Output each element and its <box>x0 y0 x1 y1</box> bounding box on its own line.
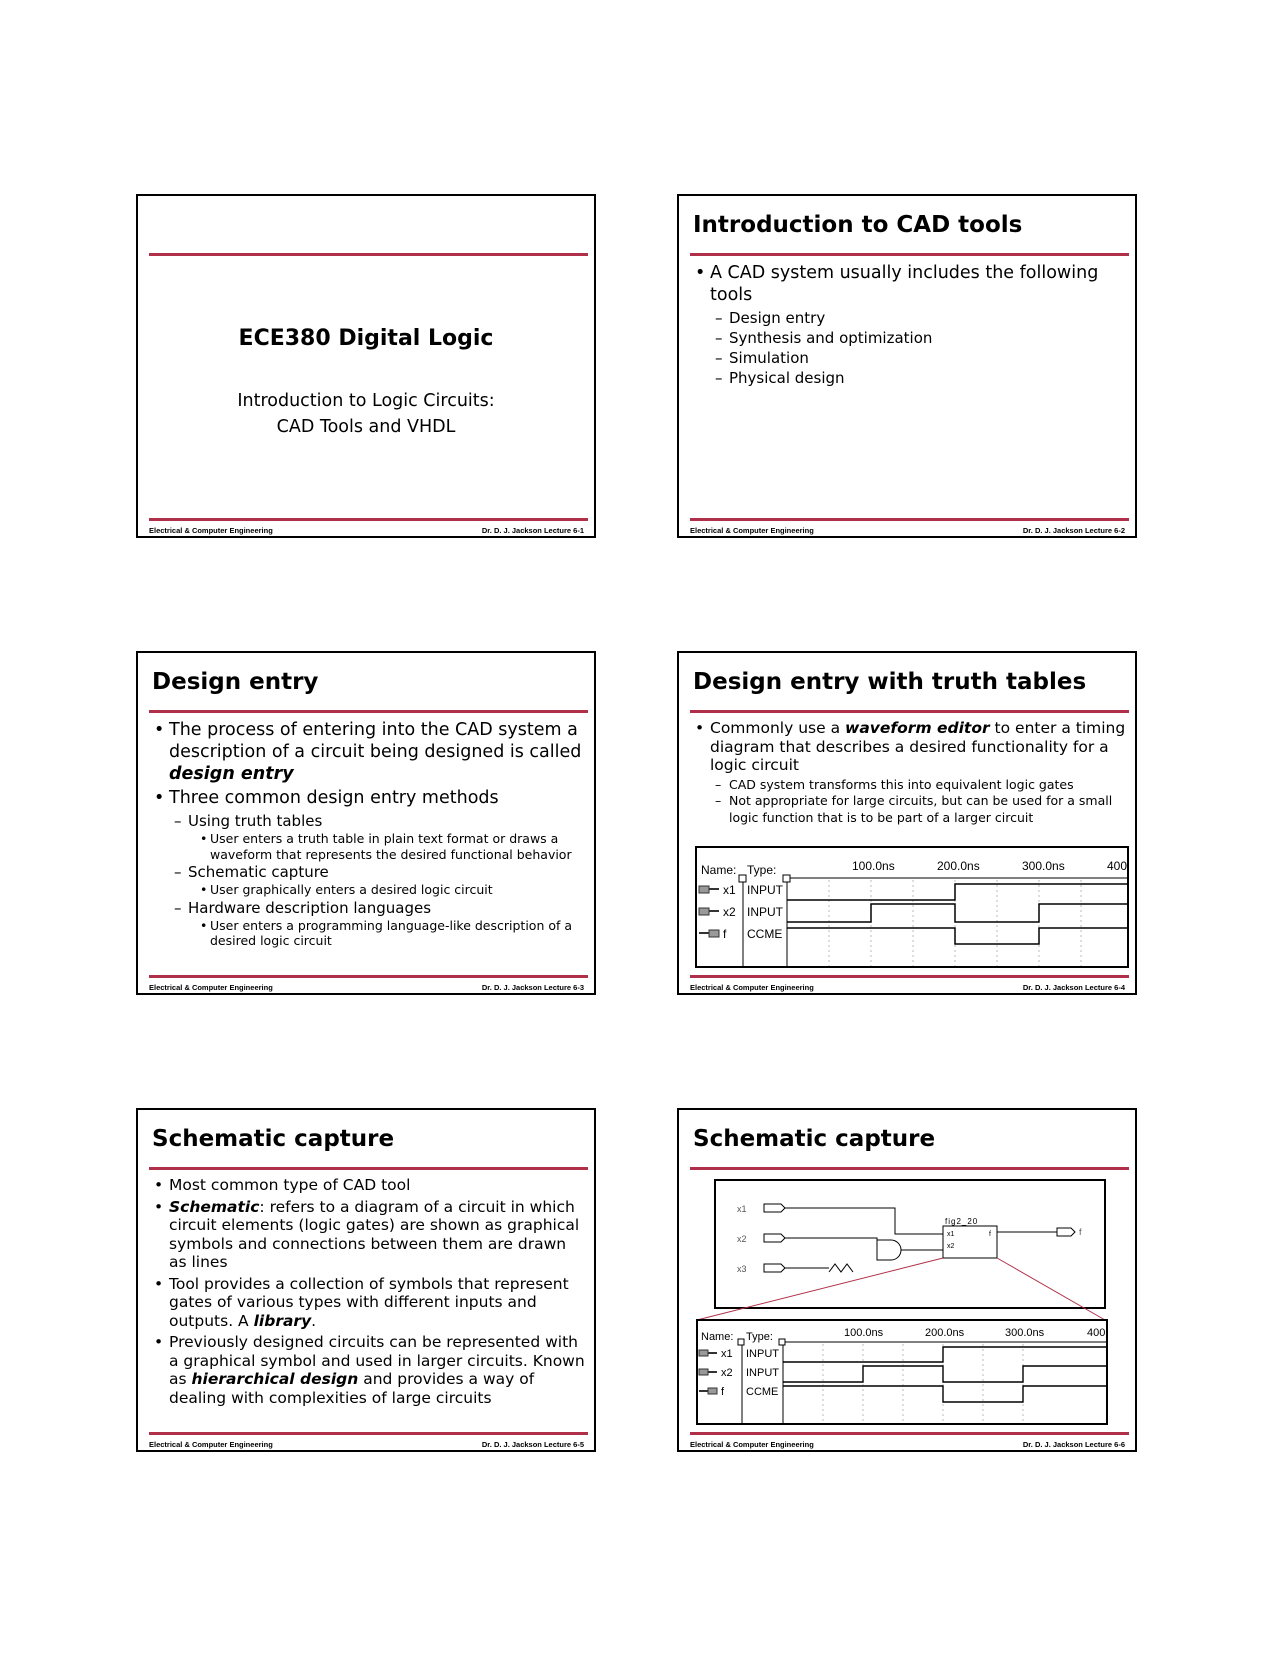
slide-1 <box>136 194 596 538</box>
method-hdl-desc: • User enters a programming language-like description of a desired logic circuit <box>152 918 586 949</box>
and-gate <box>877 1240 901 1260</box>
name-header: Name: <box>701 863 737 877</box>
signal-x2-name: x2 <box>721 1367 733 1379</box>
slide-title: Introduction to CAD tools <box>693 212 1023 238</box>
wave-x2 <box>787 904 1127 922</box>
bullet: • A CAD system usually includes the following tools <box>693 262 1127 306</box>
bullet-hierarchical: • Previously designed circuits can be represented with a graphical symbol and used in larger circuits. Known as hierarchical design and provides a way of dealing with complexities of large circuits <box>152 1333 586 1407</box>
sub-not-appropriate: – Not appropriate for large circuits, but can be used for a small logic function that is to be part of a larger circuit <box>693 793 1127 826</box>
splitter-handle <box>779 1339 785 1345</box>
waveform-editor <box>695 846 1129 968</box>
slide-title: Design entry with truth tables <box>693 669 1087 695</box>
footer-right: Dr. D. J. Jackson Lecture 6-5 <box>481 1440 584 1449</box>
pin-label-x3: x3 <box>737 1264 747 1274</box>
bullet-schematic-def: • Schematic: refers to a diagram of a circuit in which circuit elements (logic gates) are shown as graphical symbols and connections between them are drawn as lines <box>152 1198 586 1272</box>
footer-right: Dr. D. J. Jackson Lecture 6-4 <box>1022 983 1125 992</box>
subtitle-line2: CAD Tools and VHDL <box>276 417 456 437</box>
subtitle-line1: Introduction to Logic Circuits: <box>237 391 495 411</box>
item-simulation: – Simulation <box>693 348 1127 368</box>
sub-transforms: – CAD system transforms this into equivalent logic gates <box>693 777 1127 794</box>
time-400: 400 <box>1087 1327 1106 1339</box>
block-in2: x2 <box>947 1243 955 1250</box>
signal-f-type: CCME <box>747 927 783 941</box>
block-name: fig2_20 <box>945 1217 979 1226</box>
time-100: 100.0ns <box>844 1327 884 1339</box>
signal-x1-type: INPUT <box>746 1348 779 1360</box>
slide-5 <box>136 1108 596 1452</box>
signal-x1-name: x1 <box>723 883 736 897</box>
wave-f <box>787 928 1127 944</box>
footer-left: Electrical & Computer Engineering <box>690 526 814 535</box>
slide-title: Design entry <box>152 669 319 695</box>
time-300: 300.0ns <box>1005 1327 1045 1339</box>
schematic-figure <box>679 1170 1135 1430</box>
footer-rule <box>690 1432 1129 1435</box>
type-header: Type: <box>746 1331 773 1343</box>
input-pin-x1 <box>764 1204 785 1212</box>
slide-3 <box>136 651 596 995</box>
bullet-library: • Tool provides a collection of symbols that represent gates of various types with different inputs and outputs. A library. <box>152 1275 586 1331</box>
name-header: Name: <box>701 1331 734 1343</box>
footer-rule <box>149 975 588 978</box>
signal-x2-name: x2 <box>723 905 736 919</box>
pin-icon-x1 <box>699 886 719 893</box>
block-in1: x1 <box>947 1231 955 1238</box>
method-hdl: – Hardware description languages <box>152 898 586 918</box>
bullet-methods: • Three common design entry methods <box>152 787 586 809</box>
pin-label-x1: x1 <box>737 1204 747 1214</box>
method-schematic: – Schematic capture <box>152 862 586 882</box>
time-200: 200.0ns <box>925 1327 965 1339</box>
footer-rule <box>149 518 588 521</box>
pin-icon-x2 <box>699 908 719 915</box>
title-rule <box>690 710 1129 713</box>
signal-f-type: CCME <box>746 1386 779 1398</box>
title-rule <box>149 1167 588 1170</box>
bullet-process: • The process of entering into the CAD system a description of a circuit being designed is called design entry <box>152 719 586 785</box>
footer-rule <box>690 518 1129 521</box>
footer-left: Electrical & Computer Engineering <box>149 526 273 535</box>
pin-label-x2: x2 <box>737 1234 747 1244</box>
pin-icon-f <box>699 930 719 937</box>
title-rule <box>149 710 588 713</box>
signal-x2-type: INPUT <box>746 1367 779 1379</box>
method-schematic-desc: • User graphically enters a desired logic circuit <box>152 882 586 898</box>
output-pin-f <box>1057 1228 1075 1236</box>
footer-left: Electrical & Computer Engineering <box>149 1440 273 1449</box>
footer-rule <box>149 1432 588 1435</box>
pin-label-f: f <box>1079 1227 1082 1237</box>
slide-2 <box>677 194 1137 538</box>
type-header: Type: <box>747 863 777 877</box>
footer-right: Dr. D. J. Jackson Lecture 6-1 <box>481 526 584 535</box>
footer-right: Dr. D. J. Jackson Lecture 6-2 <box>1022 526 1125 535</box>
signal-f-name: f <box>723 927 727 941</box>
time-200: 200.0ns <box>937 859 980 873</box>
slide-6 <box>677 1108 1137 1452</box>
time-100: 100.0ns <box>852 859 895 873</box>
splitter-handle <box>783 875 790 882</box>
item-design-entry: – Design entry <box>693 308 1127 328</box>
schematic-frame <box>715 1180 1105 1308</box>
waveform-svg <box>697 848 1127 966</box>
signal-x2-type: INPUT <box>747 905 783 919</box>
signal-f-name: f <box>721 1386 725 1398</box>
time-400: 400 <box>1107 859 1127 873</box>
block-out: f <box>989 1231 991 1238</box>
signal-x1-type: INPUT <box>747 883 783 897</box>
item-physical-design: – Physical design <box>693 368 1127 388</box>
slide-title: Schematic capture <box>152 1126 395 1152</box>
slide-title: Schematic capture <box>693 1126 936 1152</box>
footer-left: Electrical & Computer Engineering <box>690 983 814 992</box>
bullet-common-type: • Most common type of CAD tool <box>152 1176 586 1195</box>
footer-left: Electrical & Computer Engineering <box>690 1440 814 1449</box>
method-truth-tables: – Using truth tables <box>152 811 586 831</box>
input-pin-x3 <box>764 1264 785 1272</box>
splitter-handle <box>739 875 746 882</box>
signal-x1-name: x1 <box>721 1348 733 1360</box>
method-truth-tables-desc: • User enters a truth table in plain text format or draws a waveform that represents the desired functional behavior <box>152 831 586 862</box>
wave-x1 <box>787 884 1127 900</box>
time-300: 300.0ns <box>1022 859 1065 873</box>
splitter-handle <box>738 1339 744 1345</box>
title-rule <box>690 253 1129 256</box>
footer-right: Dr. D. J. Jackson Lecture 6-6 <box>1022 1440 1125 1449</box>
footer-rule <box>690 975 1129 978</box>
input-pin-x2 <box>764 1234 785 1242</box>
footer-right: Dr. D. J. Jackson Lecture 6-3 <box>481 983 584 992</box>
bullet-waveform-editor: • Commonly use a waveform editor to enter a timing diagram that describes a desired functionality for a logic circuit <box>693 719 1127 775</box>
slide-4 <box>677 651 1137 995</box>
title-rule <box>149 253 588 256</box>
footer-left: Electrical & Computer Engineering <box>149 983 273 992</box>
course-title: ECE380 Digital Logic <box>238 326 494 351</box>
item-synthesis: – Synthesis and optimization <box>693 328 1127 348</box>
